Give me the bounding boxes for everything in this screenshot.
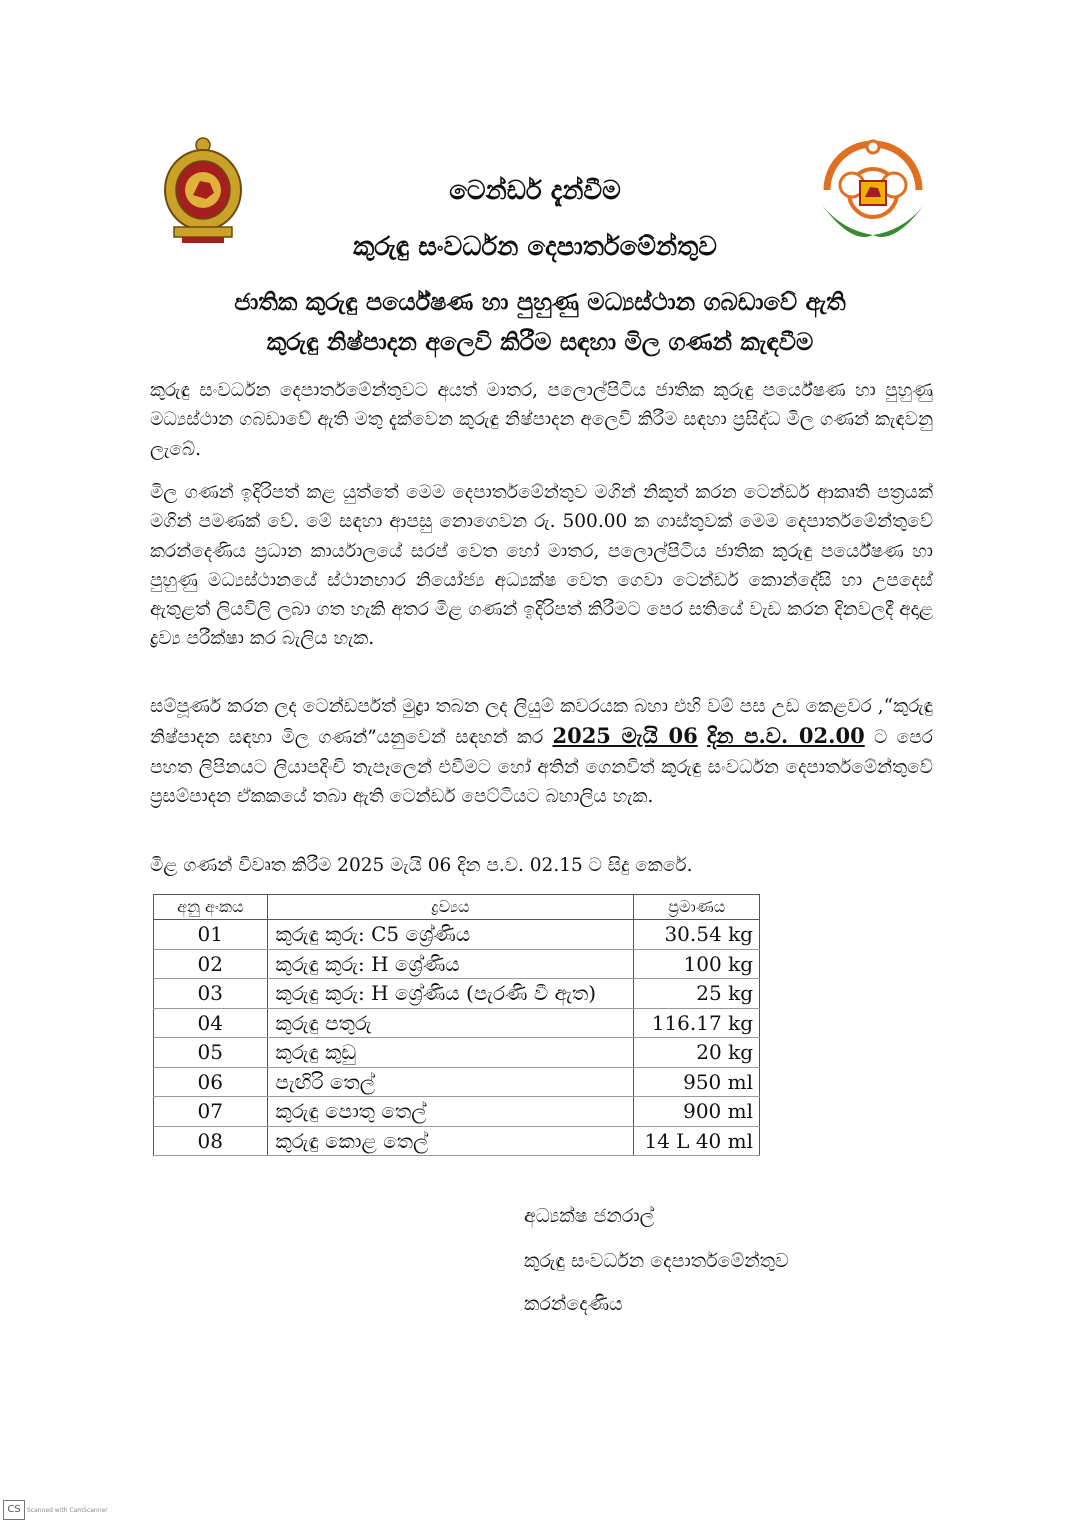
- cell-quantity: 14 L 40 ml: [634, 1126, 760, 1156]
- signatory-department: කුරුඳු සංවර්ධන දෙපාර්තමේන්තුව: [524, 1250, 789, 1272]
- table-row: [154, 1067, 760, 1097]
- deadline-time: දින ප.ව. 02.00: [707, 723, 865, 749]
- paragraph-submission: [150, 692, 933, 811]
- camscanner-watermark: Scanned with CamScanner: [27, 1507, 108, 1514]
- signatory-title: අධ්‍යක්ෂ ජනරාල්: [524, 1205, 655, 1227]
- subject-line-1: ජාතික කුරුඳු පර්යේෂණ හා පුහුණු මධ්‍යස්ථාන ගබඩාවේ ඇති: [234, 287, 846, 316]
- cell-serial: 04: [154, 1008, 268, 1038]
- cell-item: කුරුඳු කොළ තෙල්: [267, 1126, 634, 1156]
- camscanner-badge: CS: [3, 1500, 25, 1520]
- cell-quantity: 30.54 kg: [634, 920, 760, 950]
- cell-quantity: 25 kg: [634, 979, 760, 1009]
- cell-quantity: 100 kg: [634, 949, 760, 979]
- paragraph-opening: මිළ ගණන් විවෘත කිරීම 2025 මැයි 06 දින ප.ව. 02.15 ට සිදු කෙරේ.: [150, 855, 693, 876]
- items-table: [153, 894, 760, 1156]
- deadline-date: 2025 මැයි 06: [552, 723, 698, 749]
- national-emblem-logo: [160, 135, 246, 247]
- department-logo: [812, 135, 934, 250]
- table-row: [154, 1097, 760, 1127]
- cell-quantity: 116.17 kg: [634, 1008, 760, 1038]
- header-quantity: ප්‍රමාණය: [634, 895, 760, 920]
- notice-title: ටෙන්ඩර් දැන්වීම: [449, 176, 621, 206]
- cell-serial: 02: [154, 949, 268, 979]
- cell-item: කුරුඳු කුරු: C5 ශ්‍රේණිය: [267, 920, 634, 950]
- subject-line-2: කුරුඳු නිෂ්පාදන අලෙවි කිරීම සඳහා මිල ගණන් කැඳවීම: [266, 327, 814, 356]
- cell-serial: 03: [154, 979, 268, 1009]
- cell-serial: 07: [154, 1097, 268, 1127]
- notice-subject: [150, 282, 930, 362]
- header-serial: අනු අංකය: [154, 895, 268, 920]
- table-row: [154, 1038, 760, 1068]
- department-name: කුරුඳු සංවර්ධන දෙපාර්තමේන්තුව: [353, 232, 717, 262]
- cell-quantity: 950 ml: [634, 1067, 760, 1097]
- cell-item: කුරුඳු කුඩු: [267, 1038, 634, 1068]
- table-header-row: [154, 895, 760, 920]
- table-row: [154, 920, 760, 950]
- table-row: [154, 1126, 760, 1156]
- cell-serial: 08: [154, 1126, 268, 1156]
- cell-item: පැඟිරි තෙල්: [267, 1067, 634, 1097]
- cell-quantity: 900 ml: [634, 1097, 760, 1127]
- cell-item: කුරුඳු පොතු තෙල්: [267, 1097, 634, 1127]
- submission-text-a: සම්පූර්ණ කරන ලද ටෙන්ඩර්පත් මුද්‍රා තබන ලද ලියුම් කවරයක බහා එහි වම් පස උඩ කෙළවර ,“කුරුඳු නිෂ්පාදන සඳහා මිල ගණන්”යනුවෙන් සඳහන් කර: [150, 696, 933, 749]
- table-row: [154, 1008, 760, 1038]
- cell-serial: 01: [154, 920, 268, 950]
- cell-serial: 06: [154, 1067, 268, 1097]
- header-item: ද්‍රව්‍යය: [267, 895, 634, 920]
- cell-serial: 05: [154, 1038, 268, 1068]
- signatory-location: කරන්දෙණිය: [524, 1293, 623, 1315]
- paragraph-tender-forms: මිල ගණන් ඉදිරිපත් කළ යුත්තේ මෙම දෙපාර්තමේන්තුව මගින් නිකුත් කරන ටෙන්ඩර් ආකෘති පත්‍රයක් මගින් පමණක් වේ. මේ සඳහා ආපසු නොගෙවන රු. 500.00 ක ගාස්තුවක් මෙම දෙපාර්තමේන්තුවේ කරන්දෙණිය ප්‍රධාන කාර්යාලයේ සරප් වෙත හෝ මාතර, පලොල්පිටිය ජාතික කුරුඳු පර්යේෂණ හා පුහුණු මධ්‍යස්ථානයේ ස්ථානභාර නියෝජ්‍ය අධ්‍යක්ෂ වෙත ගෙවා ටෙන්ඩර් කොන්දේසි හා උපදෙස් ඇතුළත් ලියවිලි ලබා ගත හැකි අතර මිළ ගණන් ඉදිරිපත් කිරීමට පෙර සතියේ වැඩ කරන දිනවලදී අදාළ ද්‍රව්‍ය පරීක්ෂා කර බැලිය හැක.: [150, 482, 933, 650]
- cell-quantity: 20 kg: [634, 1038, 760, 1068]
- submission-text-b: ට පෙර පහත ලිපිනයට ලියාපදිංචි තැපෑලෙන් එවීමට හෝ අතින් ගෙනවිත් කුරුඳු සංවර්ධන දෙපාර්තමේන්තුවේ ප්‍රසම්පාදන ඒකකයේ තබා ඇති ටෙන්ඩර් පෙට්ටියට බහාලිය හැක.: [150, 727, 933, 807]
- cell-item: කුරුඳු කුරු: H ශ්‍රේණිය (පැරණි වී ඇත): [267, 979, 634, 1009]
- table-row: [154, 979, 760, 1009]
- paragraph-intro: කුරුඳු සංවර්ධන දෙපාර්තමේන්තුවට අයත් මාතර, පලොල්පිටිය ජාතික කුරුඳු පර්යේෂණ හා පුහුණු මධ්‍යස්ථාන ගබඩාවේ ඇති මතු දැක්වෙන කුරුඳු නිෂ්පාදන අලෙවි කිරීම සඳහා ප්‍රසිද්ධ මිල ගණන් කැඳවනු ලැබේ.: [150, 380, 933, 460]
- cell-item: කුරුඳු පතුරු: [267, 1008, 634, 1038]
- cell-item: කුරුඳු කුරු: H ශ්‍රේණිය: [267, 949, 634, 979]
- table-row: [154, 949, 760, 979]
